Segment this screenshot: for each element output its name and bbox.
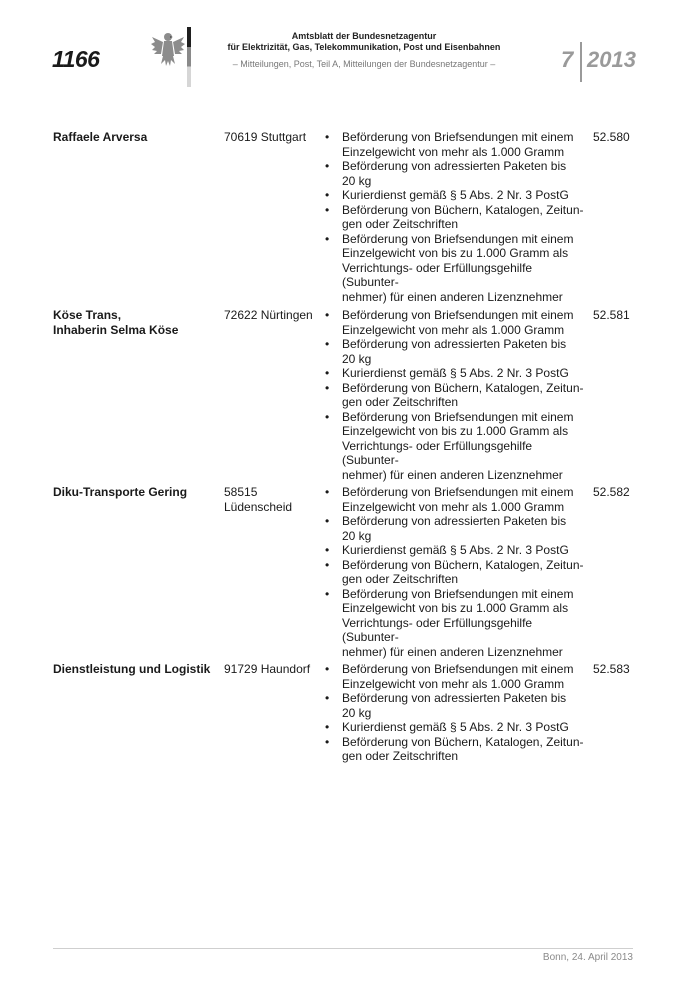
service-line: 20 kg [342,173,372,188]
location-line: Lüdenscheid [224,499,293,514]
licensee-name-line: Inhaberin Selma Köse [53,322,179,337]
licensee-location [224,308,319,323]
service-item [323,337,591,366]
issue-number: 7 [561,47,574,72]
service-line: gen oder Zeitschriften [342,749,459,763]
service-line: Beförderung von Briefsendungen mit einem [342,130,574,144]
service-item [323,720,591,735]
service-line: Beförderung von Briefsendungen mit einem [342,485,574,499]
service-line: Verrichtungs- oder Erfüllungsgehilfe (Subunter- [342,438,533,467]
license-number: 52.583 [593,662,630,676]
service-line: Beförderung von Büchern, Katalogen, Zeitun- [342,202,584,217]
service-line: Beförderung von Büchern, Katalogen, Zeitun- [342,557,584,572]
bullet-icon: • [325,734,330,749]
service-line: Einzelgewicht von bis zu 1.000 Gramm als [342,424,569,438]
issue-divider [580,42,582,82]
service-line: Kurierdienst gemäß § 5 Abs. 2 Nr. 3 PostG [342,543,569,557]
licensee-location [224,662,319,677]
bullet-icon: • [325,691,330,705]
service-line: 20 kg [342,528,372,543]
bullet-icon: • [325,380,330,395]
service-line: gen oder Zeitschriften [342,395,459,409]
service-item [323,159,591,188]
service-item [323,381,591,410]
bullet-icon: • [325,231,330,246]
service-line: Beförderung von Büchern, Katalogen, Zeitun- [342,380,584,395]
service-line: 20 kg [342,351,372,366]
license-number: 52.581 [593,308,630,322]
service-line: 20 kg [342,705,372,720]
licensee-name-line: Raffaele Arversa [53,130,148,144]
service-line: Beförderung von Briefsendungen mit einem [342,662,574,676]
service-item [323,188,591,203]
service-line: nehmer) für einen anderen Lizenznehmer [342,644,563,659]
federal-eagle-icon [151,30,185,70]
licensee-name [53,130,218,145]
service-item [323,410,591,483]
service-line: Verrichtungs- oder Erfüllungsgehilfe (Subunter- [342,260,533,289]
licensee-name-line: Dienstleistung und Logistik [53,662,211,676]
bullet-icon: • [325,586,330,601]
service-line: gen oder Zeitschriften [342,572,459,586]
publication-title: Amtsblatt der Bundesnetzagentur [291,31,437,41]
header-color-bar [187,27,191,87]
bullet-icon: • [325,557,330,572]
service-item [323,735,591,764]
service-item [323,543,591,558]
service-line: Einzelgewicht von mehr als 1.000 Gramm [342,499,565,514]
location-line: 70619 Stuttgart [224,130,307,144]
licensee-location [224,485,319,514]
service-line: Kurierdienst gemäß § 5 Abs. 2 Nr. 3 PostG [342,720,569,734]
bullet-icon: • [325,514,330,528]
service-line: Beförderung von adressierten Paketen bis [342,691,567,705]
service-line: Beförderung von Briefsendungen mit einem [342,586,574,601]
bullet-icon: • [325,485,330,499]
publication-subtitle: für Elektrizität, Gas, Telekommunikation, Post und Eisenbahnen [227,42,501,52]
bullet-icon: • [325,409,330,424]
bullet-icon: • [325,366,330,380]
publication-header [210,31,518,70]
service-line: Beförderung von Briefsendungen mit einem [342,231,574,246]
bullet-icon: • [325,188,330,202]
licensee-name [53,485,218,500]
bullet-icon: • [325,662,330,676]
bullet-icon: • [325,543,330,557]
service-line: Beförderung von Briefsendungen mit einem [342,308,574,322]
service-line: nehmer) für einen anderen Lizenznehmer [342,467,563,482]
service-list [323,485,591,659]
service-line: Beförderung von Briefsendungen mit einem [342,409,574,424]
issue-year: 2013 [587,47,636,72]
bullet-icon: • [325,130,330,144]
service-line: Beförderung von adressierten Paketen bis [342,159,567,173]
service-line: Kurierdienst gemäß § 5 Abs. 2 Nr. 3 PostG [342,188,569,202]
bullet-icon: • [325,202,330,217]
license-number: 52.582 [593,485,630,499]
bullet-icon: • [325,159,330,173]
service-line: Beförderung von Büchern, Katalogen, Zeitun- [342,734,584,749]
licensee-name [53,308,218,337]
bullet-icon: • [325,308,330,322]
service-line: Einzelgewicht von mehr als 1.000 Gramm [342,322,565,337]
service-line: gen oder Zeitschriften [342,217,459,231]
service-item [323,558,591,587]
service-line: nehmer) für einen anderen Lizenznehmer [342,289,563,304]
service-item [323,308,591,337]
service-item [323,366,591,381]
licensee-name-line: Diku-Transporte Gering [53,485,188,499]
location-line: 91729 Haundorf [224,662,311,676]
location-line: 58515 [224,485,258,499]
service-line: Kurierdienst gemäß § 5 Abs. 2 Nr. 3 PostG [342,366,569,380]
service-line: Einzelgewicht von mehr als 1.000 Gramm [342,144,565,159]
service-line: Beförderung von adressierten Paketen bis [342,337,567,351]
location-line: 72622 Nürtingen [224,308,313,322]
service-item [323,232,591,305]
license-number: 52.580 [593,130,630,144]
service-item [323,691,591,720]
service-item [323,587,591,660]
licensee-location [224,130,319,145]
service-line: Verrichtungs- oder Erfüllungsgehilfe (Subunter- [342,615,533,644]
service-item [323,203,591,232]
service-line: Einzelgewicht von bis zu 1.000 Gramm als [342,246,569,260]
licensee-name-line: Köse Trans, [53,308,122,322]
service-line: Einzelgewicht von bis zu 1.000 Gramm als [342,601,569,615]
service-item [323,514,591,543]
service-list [323,130,591,304]
footer-rule [53,948,633,949]
bullet-icon: • [325,720,330,734]
service-list [323,662,591,764]
service-list [323,308,591,482]
service-item [323,662,591,691]
section-title: – Mitteilungen, Post, Teil A, Mitteilungen der Bundesnetzagentur – [232,59,496,69]
service-item [323,130,591,159]
service-line: Einzelgewicht von mehr als 1.000 Gramm [342,676,565,691]
licensee-name [53,662,218,677]
bullet-icon: • [325,337,330,351]
footer-date: Bonn, 24. April 2013 [542,952,633,963]
service-item [323,485,591,514]
service-line: Beförderung von adressierten Paketen bis [342,514,567,528]
page-number: 1166 [52,46,100,72]
